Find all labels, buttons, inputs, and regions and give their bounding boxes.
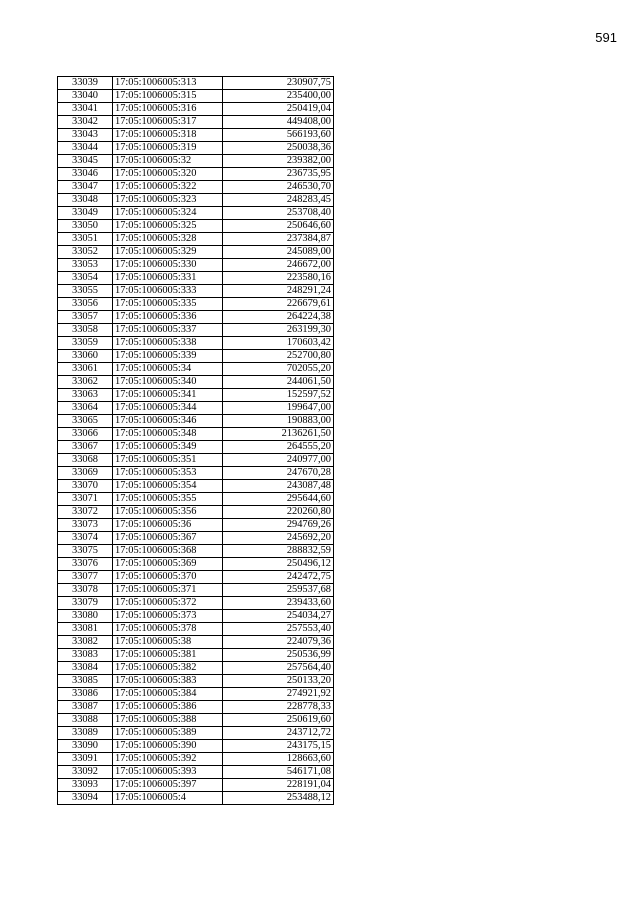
cadastral-number-cell: 17:05:1006005:339 bbox=[113, 350, 223, 363]
table-row bbox=[58, 636, 334, 649]
row-index-cell: 33090 bbox=[58, 740, 113, 753]
table-body bbox=[58, 77, 334, 805]
table-row bbox=[58, 194, 334, 207]
value-cell: 263199,30 bbox=[223, 324, 334, 337]
cadastral-number-cell: 17:05:1006005:324 bbox=[113, 207, 223, 220]
table-row bbox=[58, 441, 334, 454]
table-row bbox=[58, 740, 334, 753]
cadastral-number-cell: 17:05:1006005:318 bbox=[113, 129, 223, 142]
cadastral-number-cell: 17:05:1006005:354 bbox=[113, 480, 223, 493]
cadastral-number-cell: 17:05:1006005:320 bbox=[113, 168, 223, 181]
cadastral-number-cell: 17:05:1006005:38 bbox=[113, 636, 223, 649]
cadastral-number-cell: 17:05:1006005:389 bbox=[113, 727, 223, 740]
cadastral-number-cell: 17:05:1006005:36 bbox=[113, 519, 223, 532]
row-index-cell: 33075 bbox=[58, 545, 113, 558]
row-index-cell: 33084 bbox=[58, 662, 113, 675]
value-cell: 449408,00 bbox=[223, 116, 334, 129]
table-row bbox=[58, 532, 334, 545]
value-cell: 253708,40 bbox=[223, 207, 334, 220]
cadastral-number-cell: 17:05:1006005:323 bbox=[113, 194, 223, 207]
cadastral-number-cell: 17:05:1006005:313 bbox=[113, 77, 223, 90]
table-row bbox=[58, 324, 334, 337]
cadastral-number-cell: 17:05:1006005:333 bbox=[113, 285, 223, 298]
table-row bbox=[58, 610, 334, 623]
cadastral-number-cell: 17:05:1006005:388 bbox=[113, 714, 223, 727]
row-index-cell: 33058 bbox=[58, 324, 113, 337]
value-cell: 295644,60 bbox=[223, 493, 334, 506]
value-cell: 246672,00 bbox=[223, 259, 334, 272]
cadastral-number-cell: 17:05:1006005:341 bbox=[113, 389, 223, 402]
value-cell: 288832,59 bbox=[223, 545, 334, 558]
cadastral-number-cell: 17:05:1006005:372 bbox=[113, 597, 223, 610]
row-index-cell: 33064 bbox=[58, 402, 113, 415]
value-cell: 566193,60 bbox=[223, 129, 334, 142]
table-row bbox=[58, 428, 334, 441]
row-index-cell: 33047 bbox=[58, 181, 113, 194]
value-cell: 274921,92 bbox=[223, 688, 334, 701]
table-row bbox=[58, 337, 334, 350]
row-index-cell: 33053 bbox=[58, 259, 113, 272]
cadastral-number-cell: 17:05:1006005:330 bbox=[113, 259, 223, 272]
cadastral-number-cell: 17:05:1006005:344 bbox=[113, 402, 223, 415]
table-row bbox=[58, 142, 334, 155]
row-index-cell: 33055 bbox=[58, 285, 113, 298]
table-row bbox=[58, 220, 334, 233]
row-index-cell: 33045 bbox=[58, 155, 113, 168]
table-row bbox=[58, 246, 334, 259]
row-index-cell: 33070 bbox=[58, 480, 113, 493]
value-cell: 152597,52 bbox=[223, 389, 334, 402]
row-index-cell: 33088 bbox=[58, 714, 113, 727]
row-index-cell: 33049 bbox=[58, 207, 113, 220]
table-row bbox=[58, 285, 334, 298]
row-index-cell: 33062 bbox=[58, 376, 113, 389]
table-row bbox=[58, 688, 334, 701]
row-index-cell: 33056 bbox=[58, 298, 113, 311]
row-index-cell: 33060 bbox=[58, 350, 113, 363]
table-row bbox=[58, 298, 334, 311]
cadastral-number-cell: 17:05:1006005:368 bbox=[113, 545, 223, 558]
value-cell: 230907,75 bbox=[223, 77, 334, 90]
value-cell: 257553,40 bbox=[223, 623, 334, 636]
table-row bbox=[58, 649, 334, 662]
value-cell: 248291,24 bbox=[223, 285, 334, 298]
value-cell: 250133,20 bbox=[223, 675, 334, 688]
row-index-cell: 33083 bbox=[58, 649, 113, 662]
cadastral-number-cell: 17:05:1006005:351 bbox=[113, 454, 223, 467]
row-index-cell: 33044 bbox=[58, 142, 113, 155]
row-index-cell: 33091 bbox=[58, 753, 113, 766]
row-index-cell: 33039 bbox=[58, 77, 113, 90]
row-index-cell: 33050 bbox=[58, 220, 113, 233]
value-cell: 239382,00 bbox=[223, 155, 334, 168]
value-cell: 247670,28 bbox=[223, 467, 334, 480]
value-cell: 242472,75 bbox=[223, 571, 334, 584]
table-row bbox=[58, 727, 334, 740]
cadastral-number-cell: 17:05:1006005:381 bbox=[113, 649, 223, 662]
row-index-cell: 33059 bbox=[58, 337, 113, 350]
cadastral-number-cell: 17:05:1006005:336 bbox=[113, 311, 223, 324]
row-index-cell: 33065 bbox=[58, 415, 113, 428]
value-cell: 294769,26 bbox=[223, 519, 334, 532]
table-row bbox=[58, 103, 334, 116]
row-index-cell: 33040 bbox=[58, 90, 113, 103]
value-cell: 264224,38 bbox=[223, 311, 334, 324]
table-row bbox=[58, 675, 334, 688]
value-cell: 257564,40 bbox=[223, 662, 334, 675]
row-index-cell: 33078 bbox=[58, 584, 113, 597]
table-row bbox=[58, 571, 334, 584]
table-row bbox=[58, 181, 334, 194]
table-row bbox=[58, 77, 334, 90]
table-row bbox=[58, 623, 334, 636]
value-cell: 2136261,50 bbox=[223, 428, 334, 441]
row-index-cell: 33066 bbox=[58, 428, 113, 441]
row-index-cell: 33052 bbox=[58, 246, 113, 259]
cadastral-number-cell: 17:05:1006005:369 bbox=[113, 558, 223, 571]
cadastral-number-cell: 17:05:1006005:331 bbox=[113, 272, 223, 285]
cadastral-value-table bbox=[57, 76, 334, 805]
value-cell: 250536,99 bbox=[223, 649, 334, 662]
value-cell: 237384,87 bbox=[223, 233, 334, 246]
table-row bbox=[58, 584, 334, 597]
table-row bbox=[58, 545, 334, 558]
table-row bbox=[58, 402, 334, 415]
row-index-cell: 33054 bbox=[58, 272, 113, 285]
row-index-cell: 33043 bbox=[58, 129, 113, 142]
value-cell: 235400,00 bbox=[223, 90, 334, 103]
table-row bbox=[58, 168, 334, 181]
value-cell: 245692,20 bbox=[223, 532, 334, 545]
value-cell: 264555,20 bbox=[223, 441, 334, 454]
cadastral-number-cell: 17:05:1006005:386 bbox=[113, 701, 223, 714]
row-index-cell: 33086 bbox=[58, 688, 113, 701]
cadastral-number-cell: 17:05:1006005:316 bbox=[113, 103, 223, 116]
cadastral-number-cell: 17:05:1006005:390 bbox=[113, 740, 223, 753]
table-row bbox=[58, 467, 334, 480]
table-row bbox=[58, 233, 334, 246]
row-index-cell: 33085 bbox=[58, 675, 113, 688]
cadastral-number-cell: 17:05:1006005:329 bbox=[113, 246, 223, 259]
row-index-cell: 33069 bbox=[58, 467, 113, 480]
table-row bbox=[58, 779, 334, 792]
table-row bbox=[58, 311, 334, 324]
table-row bbox=[58, 701, 334, 714]
cadastral-number-cell: 17:05:1006005:356 bbox=[113, 506, 223, 519]
value-cell: 546171,08 bbox=[223, 766, 334, 779]
row-index-cell: 33093 bbox=[58, 779, 113, 792]
value-cell: 170603,42 bbox=[223, 337, 334, 350]
table-row bbox=[58, 714, 334, 727]
table-row bbox=[58, 90, 334, 103]
row-index-cell: 33094 bbox=[58, 792, 113, 805]
cadastral-number-cell: 17:05:1006005:393 bbox=[113, 766, 223, 779]
cadastral-number-cell: 17:05:1006005:4 bbox=[113, 792, 223, 805]
cadastral-number-cell: 17:05:1006005:349 bbox=[113, 441, 223, 454]
value-cell: 250646,60 bbox=[223, 220, 334, 233]
table-row bbox=[58, 259, 334, 272]
row-index-cell: 33068 bbox=[58, 454, 113, 467]
table-row bbox=[58, 272, 334, 285]
value-cell: 246530,70 bbox=[223, 181, 334, 194]
row-index-cell: 33073 bbox=[58, 519, 113, 532]
table-row bbox=[58, 766, 334, 779]
row-index-cell: 33061 bbox=[58, 363, 113, 376]
page-number: 591 bbox=[595, 30, 617, 45]
row-index-cell: 33082 bbox=[58, 636, 113, 649]
value-cell: 254034,27 bbox=[223, 610, 334, 623]
table-row bbox=[58, 389, 334, 402]
row-index-cell: 33057 bbox=[58, 311, 113, 324]
cadastral-number-cell: 17:05:1006005:367 bbox=[113, 532, 223, 545]
row-index-cell: 33079 bbox=[58, 597, 113, 610]
row-index-cell: 33077 bbox=[58, 571, 113, 584]
row-index-cell: 33081 bbox=[58, 623, 113, 636]
table-row bbox=[58, 753, 334, 766]
table-row bbox=[58, 376, 334, 389]
cadastral-number-cell: 17:05:1006005:355 bbox=[113, 493, 223, 506]
row-index-cell: 33072 bbox=[58, 506, 113, 519]
value-cell: 240977,00 bbox=[223, 454, 334, 467]
value-cell: 250038,36 bbox=[223, 142, 334, 155]
cadastral-number-cell: 17:05:1006005:346 bbox=[113, 415, 223, 428]
row-index-cell: 33067 bbox=[58, 441, 113, 454]
value-cell: 243087,48 bbox=[223, 480, 334, 493]
value-cell: 244061,50 bbox=[223, 376, 334, 389]
row-index-cell: 33074 bbox=[58, 532, 113, 545]
table-row bbox=[58, 506, 334, 519]
value-cell: 190883,00 bbox=[223, 415, 334, 428]
value-cell: 236735,95 bbox=[223, 168, 334, 181]
cadastral-number-cell: 17:05:1006005:335 bbox=[113, 298, 223, 311]
value-cell: 226679,61 bbox=[223, 298, 334, 311]
row-index-cell: 33051 bbox=[58, 233, 113, 246]
value-cell: 128663,60 bbox=[223, 753, 334, 766]
cadastral-number-cell: 17:05:1006005:397 bbox=[113, 779, 223, 792]
cadastral-number-cell: 17:05:1006005:315 bbox=[113, 90, 223, 103]
cadastral-number-cell: 17:05:1006005:340 bbox=[113, 376, 223, 389]
value-cell: 253488,12 bbox=[223, 792, 334, 805]
row-index-cell: 33048 bbox=[58, 194, 113, 207]
value-cell: 224079,36 bbox=[223, 636, 334, 649]
row-index-cell: 33092 bbox=[58, 766, 113, 779]
table-row bbox=[58, 493, 334, 506]
cadastral-number-cell: 17:05:1006005:371 bbox=[113, 584, 223, 597]
value-cell: 228191,04 bbox=[223, 779, 334, 792]
cadastral-number-cell: 17:05:1006005:384 bbox=[113, 688, 223, 701]
table-row bbox=[58, 350, 334, 363]
table-row bbox=[58, 363, 334, 376]
table-row bbox=[58, 480, 334, 493]
cadastral-number-cell: 17:05:1006005:32 bbox=[113, 155, 223, 168]
cadastral-number-cell: 17:05:1006005:319 bbox=[113, 142, 223, 155]
cadastral-number-cell: 17:05:1006005:382 bbox=[113, 662, 223, 675]
cadastral-number-cell: 17:05:1006005:348 bbox=[113, 428, 223, 441]
value-cell: 248283,45 bbox=[223, 194, 334, 207]
cadastral-number-cell: 17:05:1006005:338 bbox=[113, 337, 223, 350]
value-cell: 259537,68 bbox=[223, 584, 334, 597]
table-row bbox=[58, 116, 334, 129]
row-index-cell: 33080 bbox=[58, 610, 113, 623]
row-index-cell: 33071 bbox=[58, 493, 113, 506]
cadastral-number-cell: 17:05:1006005:337 bbox=[113, 324, 223, 337]
row-index-cell: 33046 bbox=[58, 168, 113, 181]
table-row bbox=[58, 454, 334, 467]
cadastral-number-cell: 17:05:1006005:370 bbox=[113, 571, 223, 584]
value-cell: 702055,20 bbox=[223, 363, 334, 376]
cadastral-number-cell: 17:05:1006005:353 bbox=[113, 467, 223, 480]
value-cell: 228778,33 bbox=[223, 701, 334, 714]
row-index-cell: 33087 bbox=[58, 701, 113, 714]
value-cell: 239433,60 bbox=[223, 597, 334, 610]
value-cell: 243712,72 bbox=[223, 727, 334, 740]
cadastral-number-cell: 17:05:1006005:317 bbox=[113, 116, 223, 129]
cadastral-number-cell: 17:05:1006005:383 bbox=[113, 675, 223, 688]
row-index-cell: 33042 bbox=[58, 116, 113, 129]
table-row bbox=[58, 558, 334, 571]
cadastral-number-cell: 17:05:1006005:325 bbox=[113, 220, 223, 233]
cadastral-number-cell: 17:05:1006005:378 bbox=[113, 623, 223, 636]
row-index-cell: 33063 bbox=[58, 389, 113, 402]
row-index-cell: 33041 bbox=[58, 103, 113, 116]
table-row bbox=[58, 597, 334, 610]
value-cell: 243175,15 bbox=[223, 740, 334, 753]
value-cell: 220260,80 bbox=[223, 506, 334, 519]
table-row bbox=[58, 155, 334, 168]
value-cell: 250419,04 bbox=[223, 103, 334, 116]
table-row bbox=[58, 207, 334, 220]
cadastral-number-cell: 17:05:1006005:34 bbox=[113, 363, 223, 376]
table-row bbox=[58, 415, 334, 428]
value-cell: 223580,16 bbox=[223, 272, 334, 285]
cadastral-number-cell: 17:05:1006005:328 bbox=[113, 233, 223, 246]
value-cell: 245089,00 bbox=[223, 246, 334, 259]
table-row bbox=[58, 662, 334, 675]
cadastral-number-cell: 17:05:1006005:373 bbox=[113, 610, 223, 623]
row-index-cell: 33076 bbox=[58, 558, 113, 571]
cadastral-number-cell: 17:05:1006005:322 bbox=[113, 181, 223, 194]
table-row bbox=[58, 129, 334, 142]
value-cell: 250619,60 bbox=[223, 714, 334, 727]
table-row bbox=[58, 519, 334, 532]
value-cell: 250496,12 bbox=[223, 558, 334, 571]
value-cell: 252700,80 bbox=[223, 350, 334, 363]
table-row bbox=[58, 792, 334, 805]
cadastral-number-cell: 17:05:1006005:392 bbox=[113, 753, 223, 766]
row-index-cell: 33089 bbox=[58, 727, 113, 740]
value-cell: 199647,00 bbox=[223, 402, 334, 415]
